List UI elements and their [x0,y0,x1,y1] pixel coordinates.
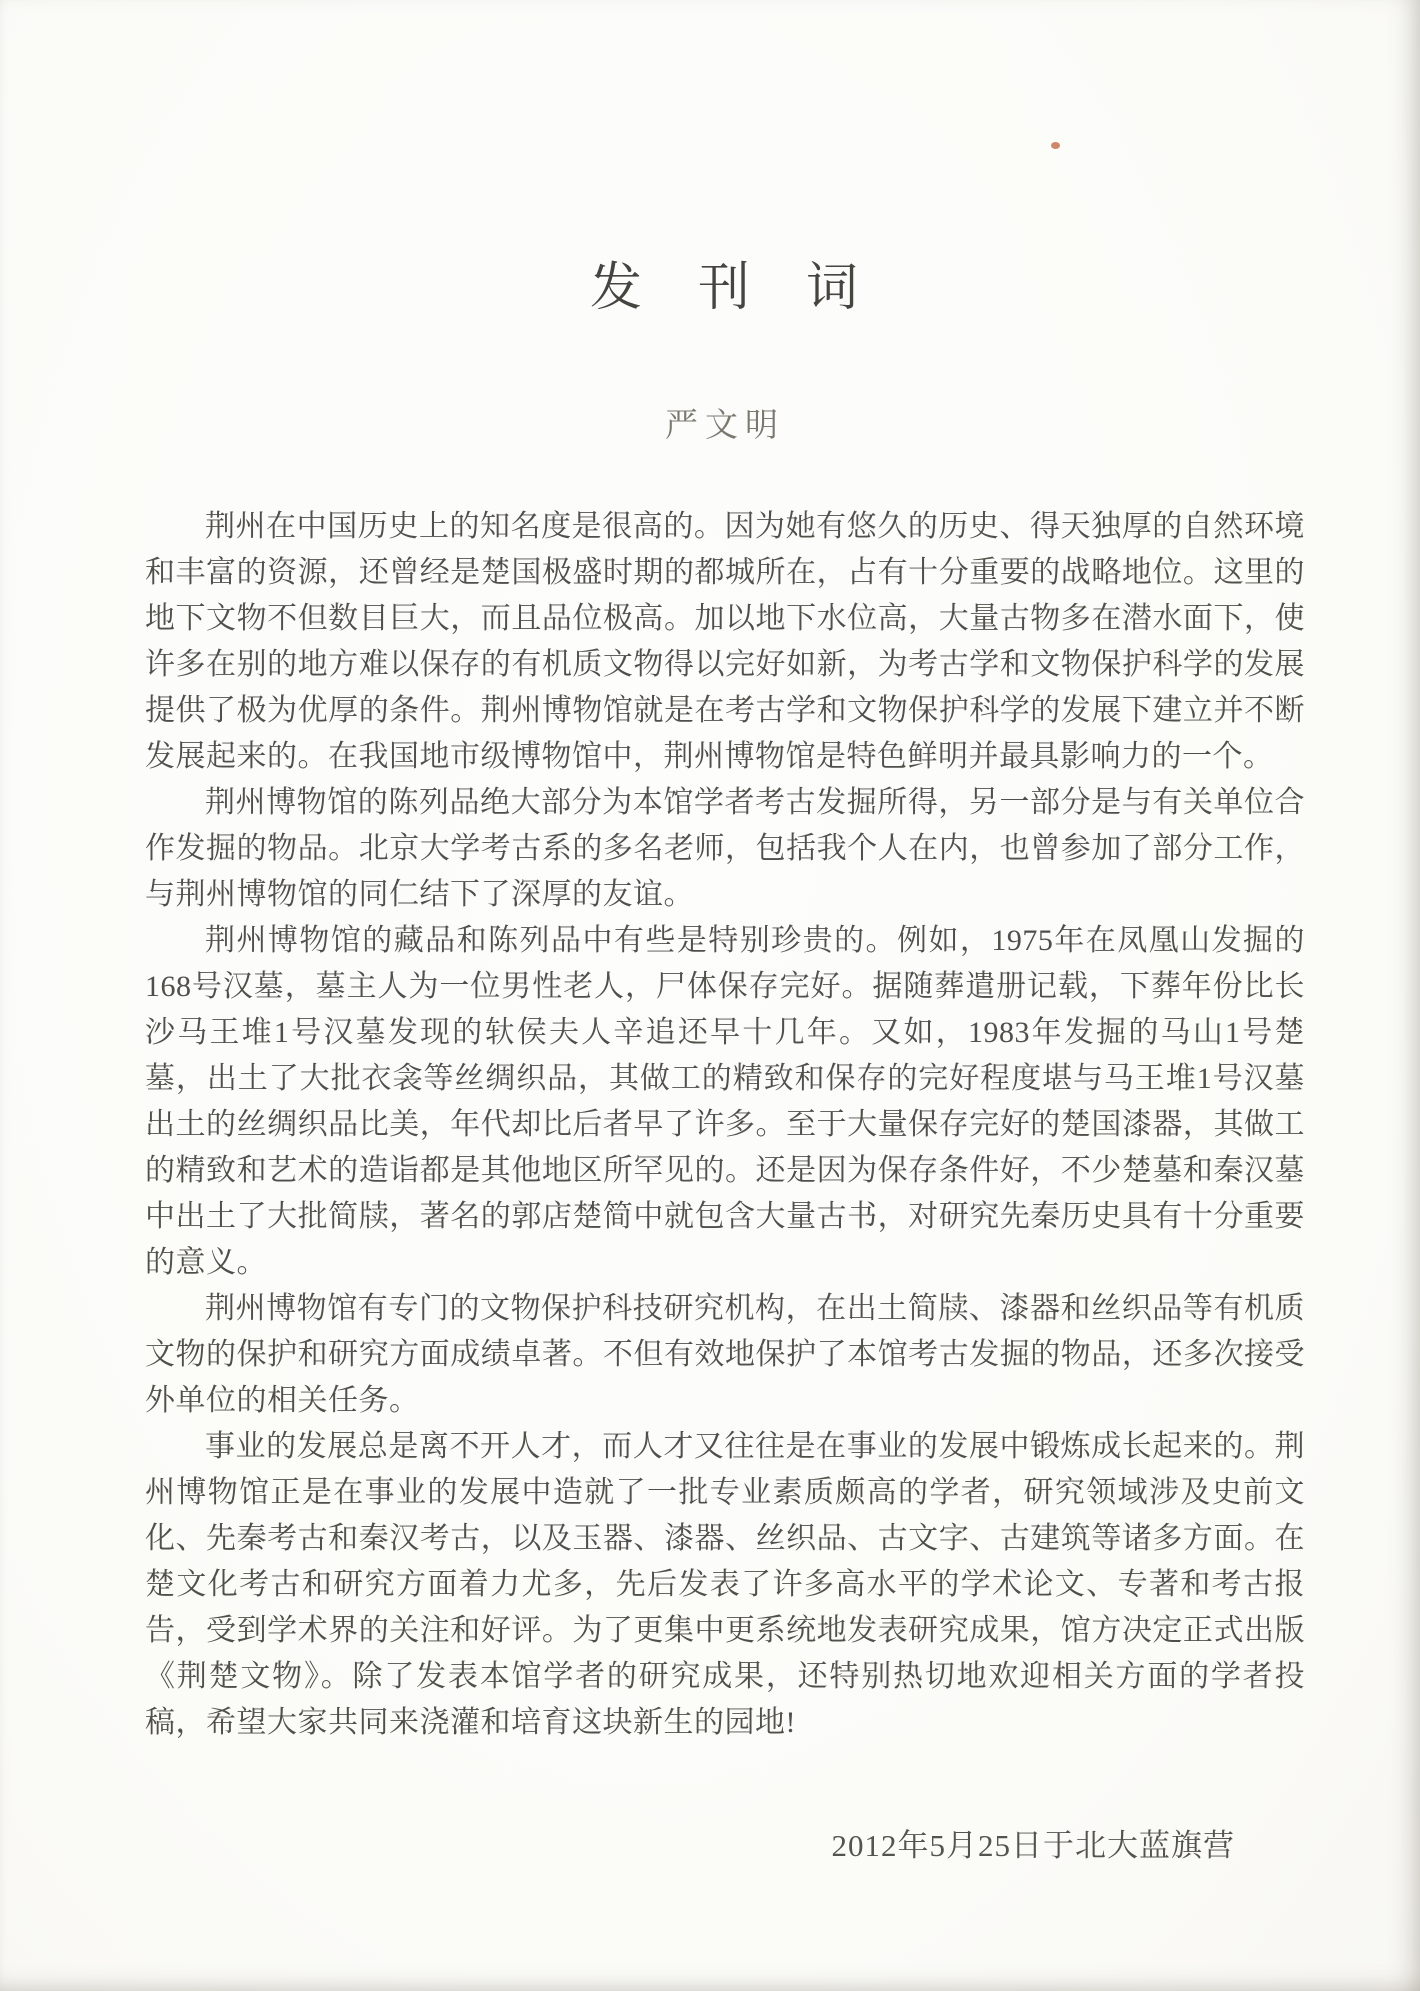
paragraph-4: 荆州博物馆有专门的文物保护科技研究机构，在出土简牍、漆器和丝织品等有机质文物的保护和研究方面成绩卓著。不但有效地保护了本馆考古发掘的物品，还多次接受外单位的相关任务。 [145,1292,1305,1417]
page-title: 发 刊 词 [589,259,860,317]
dateline: 2012年5月25日于北大蓝旗营 [831,1828,1235,1863]
paragraph-5: 事业的发展总是离不开人才，而人才又往往是在事业的发展中锻炼成长起来的。荆州博物馆正是在事业的发展中造就了一批专业素质颇高的学者，研究领域涉及史前文化、先秦考古和秦汉考古，以及玉器、漆器、丝织品、古文字、古建筑等诸多方面。在楚文化考古和研究方面着力尤多，先后发表了许多高水平的学术论文、专著和考古报告，受到学术界的关注和好评。为了更集中更系统地发表研究成果，馆方决定正式出版《荆楚文物》。除了发表本馆学者的研究成果，还特别热切地欢迎相关方面的学者投稿，希望大家共同来浇灌和培育这块新生的园地! [145,1430,1305,1739]
paragraph-2: 荆州博物馆的陈列品绝大部分为本馆学者考古发掘所得，另一部分是与有关单位合作发掘的物品。北京大学考古系的多名老师，包括我个人在内，也曾参加了部分工作，与荆州博物馆的同仁结下了深厚的友谊。 [145,786,1305,911]
scan-artifact-dot [1051,142,1060,149]
paragraph-3: 荆州博物馆的藏品和陈列品中有些是特别珍贵的。例如，1975年在凤凰山发掘的168号汉墓，墓主人为一位男性老人，尸体保存完好。据随葬遣册记载，下葬年份比长沙马王堆1号汉墓发现的轪侯夫人辛追还早十几年。又如，1983年发掘的马山1号楚墓，出土了大批衣衾等丝绸织品，其做工的精致和保存的完好程度堪与马王堆1号汉墓出土的丝绸织品比美，年代却比后者早了许多。至于大量保存完好的楚国漆器，其做工的精致和艺术的造诣都是其他地区所罕见的。还是因为保存条件好，不少楚墓和秦汉墓中出土了大批简牍，著名的郭店楚简中就包含大量古书，对研究先秦历史具有十分重要的意义。 [145,924,1305,1279]
author-name: 严文明 [665,408,785,444]
article-body [145,504,1305,1746]
paragraph-1: 荆州在中国历史上的知名度是很高的。因为她有悠久的历史、得天独厚的自然环境和丰富的资源，还曾经是楚国极盛时期的都城所在，占有十分重要的战略地位。这里的地下文物不但数目巨大，而且品位极高。加以地下水位高，大量古物多在潜水面下，使许多在别的地方难以保存的有机质文物得以完好如新，为考古学和文物保护科学的发展提供了极为优厚的条件。荆州博物馆就是在考古学和文物保护科学的发展下建立并不断发展起来的。在我国地市级博物馆中，荆州博物馆是特色鲜明并最具影响力的一个。 [145,510,1305,773]
